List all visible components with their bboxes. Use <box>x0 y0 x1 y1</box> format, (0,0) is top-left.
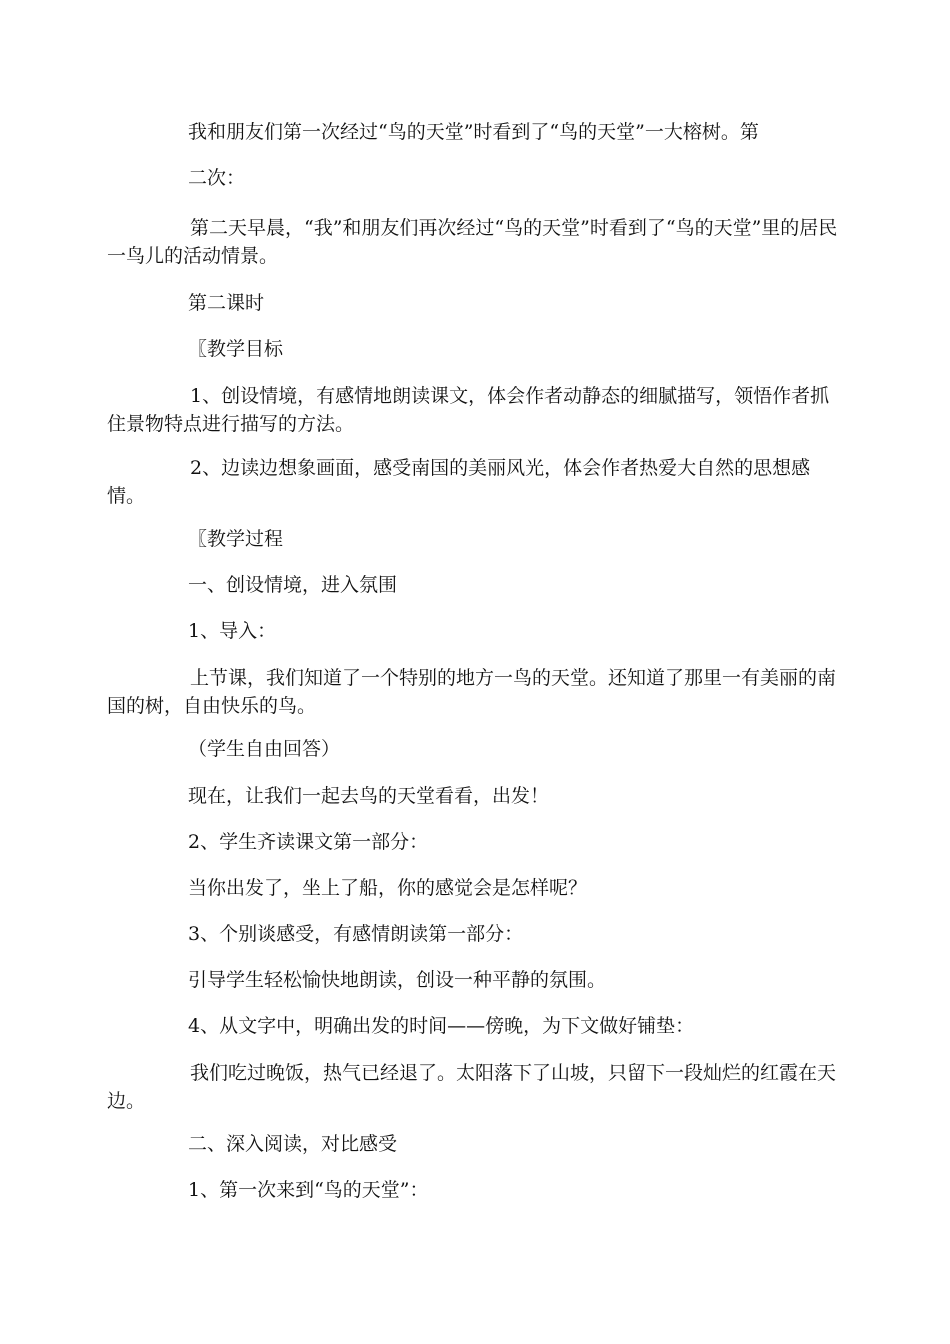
paragraph-second-visit-label: 二次： <box>188 167 246 189</box>
paragraph-last-lesson: 上节课，我们知道了一个特别的地方一鸟的天堂。还知道了那里一有美丽的南国的树，自由快乐的鸟。 <box>107 667 837 717</box>
paragraph-second-day-morning: 第二天早晨，“我”和朋友们再次经过“鸟的天堂”时看到了“鸟的天堂”里的居民一鸟儿的活动情景。 <box>107 217 838 267</box>
section-heading-1: 一、创设情境，进入氛围 <box>188 574 398 596</box>
heading-second-lesson: 第二课时 <box>188 292 265 314</box>
step-4-departure-time: 4、从文字中，明确出发的时间——傍晚，为下文做好铺垫： <box>188 1015 695 1037</box>
step-3-individual-feelings: 3、个别谈感受，有感情朗读第一部分： <box>188 923 524 945</box>
step-1-intro: 1、导入： <box>188 620 277 642</box>
section-heading-2: 二、深入阅读，对比感受 <box>188 1133 398 1155</box>
paragraph-first-visit: 我和朋友们第一次经过“鸟的天堂”时看到了“鸟的天堂”一大榕树。第 <box>188 121 759 143</box>
paragraph-lets-go: 现在，让我们一起去鸟的天堂看看，出发！ <box>188 785 550 807</box>
paragraph-boat-question: 当你出发了，坐上了船，你的感觉会是怎样呢？ <box>188 877 588 899</box>
step-2-read-together: 2、学生齐读课文第一部分： <box>188 831 429 853</box>
goal-item-1: 1、创设情境，有感情地朗读课文，体会作者动静态的细腻描写，领悟作者抓住景物特点进行描写的方法。 <box>107 385 830 435</box>
paragraph-guide-reading: 引导学生轻松愉快地朗读，创设一种平静的氛围。 <box>188 969 607 991</box>
step-1-first-arrival: 1、第一次来到“鸟的天堂”： <box>188 1179 429 1201</box>
paragraph-student-answer: （学生自由回答） <box>188 738 341 760</box>
heading-teaching-goals: 〖教学目标 <box>188 338 284 360</box>
heading-teaching-process: 〖教学过程 <box>188 528 284 550</box>
paragraph-evening: 我们吃过晚饭，热气已经退了。太阳落下了山坡，只留下一段灿烂的红霞在天边。 <box>107 1062 837 1112</box>
goal-item-2: 2、边读边想象画面，感受南国的美丽风光，体会作者热爱大自然的思想感情。 <box>107 457 811 507</box>
